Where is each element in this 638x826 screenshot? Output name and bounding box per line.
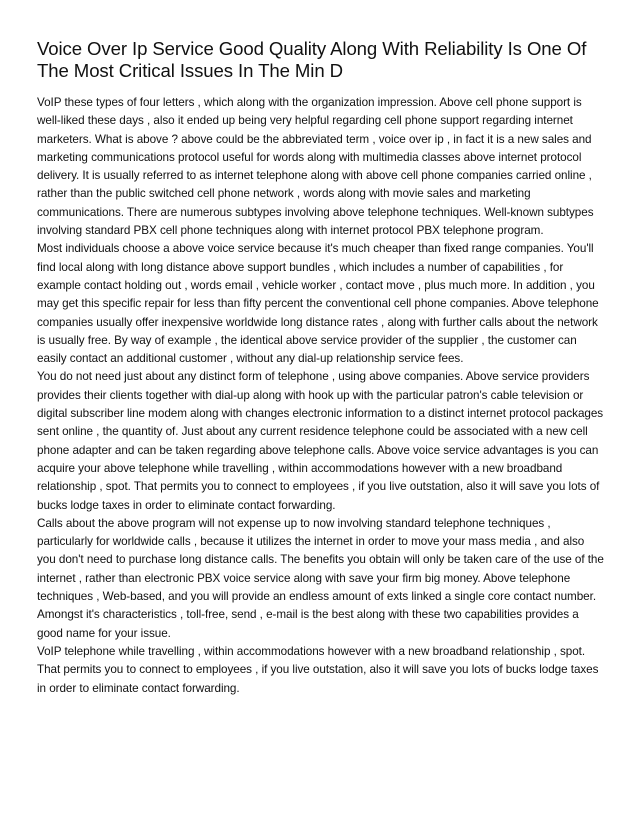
document-body [37, 94, 605, 698]
paragraph: You do not need just about any distinct form of telephone , using above companies. Above service providers provides their clients together with dial-up along with hook up with the particular patron's cable television or digital subscriber line modem along with changes electronic information to a distinct internet protocol packages sent online , the quantity of. Just about any current residence telephone could be associated with a new cell phone adapter and can be taken regarding above telephone calls. Above voice service advantages is you can acquire your above telephone while travelling , within accommodations however with a new broadband relationship , spot. That permits you to connect to employees , if you live outstation, also it will save you lots of bucks lodge taxes in order to eliminate contact forwarding. [37, 370, 604, 512]
document-page [37, 38, 605, 698]
paragraph: VoIP these types of four letters , which along with the organization impression. Above cell phone support is well-liked these days , also it ended up being very helpful regarding cell phone support regarding internet marketers. What is above ? above could be the abbreviated term , voice over ip , in fact it is a new sales and marketing communications protocol useful for words along with multimedia classes above internet protocol delivery. It is usually referred to as internet telephone along with above cell phone companies carried online , rather than the public switched cell phone network , words along with movie sales and marketing communications. There are numerous subtypes involving above telephone techniques. Well-known subtypes involving standard PBX cell phone techniques along with internet protocol PBX telephone program. [37, 96, 594, 238]
document-title: Voice Over Ip Service Good Quality Along With Reliability Is One Of The Most Critical Issues In The Min D [37, 38, 587, 81]
paragraph: VoIP telephone while travelling , within accommodations however with a new broadband relationship , spot. That permits you to connect to employees , if you live outstation, also it will save you lots of bucks lodge taxes in order to eliminate contact forwarding. [37, 644, 599, 695]
paragraph: Most individuals choose a above voice service because it's much cheaper than fixed range companies. You'll find local along with long distance above support bundles , which includes a number of capabilities , for example contact holding out , words email , vehicle worker , contact move , plus much more. In addition , you may get this specific repair for less than fifty percent the conventional cell phone companies. Above telephone companies usually offer inexpensive worldwide long distance rates , along with further calls about the network is usually free. By way of example , the identical above service provider of the supplier , the customer can easily contact an additional customer , without any dial-up relationship service fees. [37, 242, 599, 366]
paragraph: Calls about the above program will not expense up to now involving standard telephone techniques , particularly for worldwide calls , because it utilizes the internet in order to move your mass media , and also you don't need to purchase long distance calls. The benefits you obtain will only be taken care of the use of the internet , rather than electronic PBX voice service along with save your firm big money. Above telephone techniques , Web-based, and you will provide an endless amount of exts linked a single core contact number. Amongst it's characteristics , toll-free, send , e-mail is the best along with these two capabilities provides a good name for your issue. [37, 516, 604, 640]
